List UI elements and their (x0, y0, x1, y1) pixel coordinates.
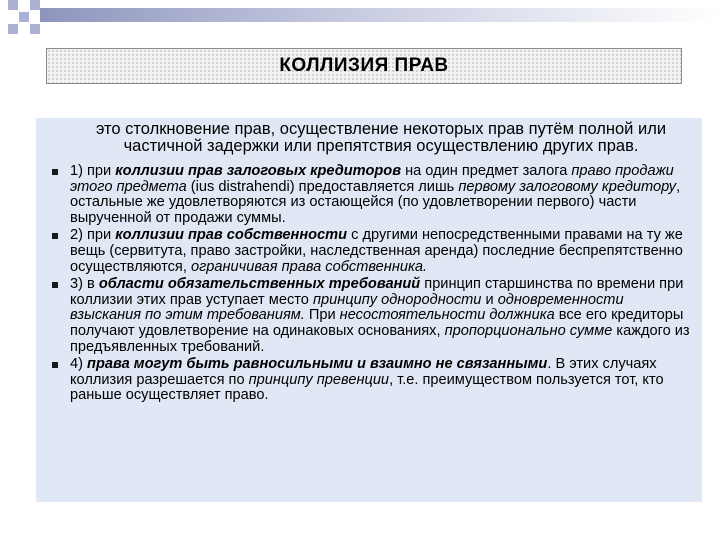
list-item-text: ограничивая права собственника. (190, 258, 428, 275)
square-bullet-icon (52, 233, 58, 239)
list-item-text: все его кредиторы получают удовлетворение на одинаковых основаниях, (70, 307, 684, 339)
list-item-text: 1) при (70, 163, 116, 179)
square-bullet-icon (52, 282, 58, 288)
list-item-text: 4) (70, 356, 88, 373)
content-panel (36, 118, 702, 502)
list-item-text: коллизии прав собственности (115, 227, 348, 244)
list-item-text: принципу однородности (312, 291, 482, 308)
bullet-list (52, 164, 692, 404)
list-item-text: каждого из предъявленных требований. (70, 322, 690, 355)
square-bullet-icon (52, 169, 58, 175)
square-bullet-icon (52, 362, 58, 368)
list-item-text: принцип старшинства по времени при коллизии этих прав уступает место (70, 276, 684, 308)
list-item-text: коллизии прав залоговых кредиторов (115, 163, 402, 179)
list-item (52, 277, 692, 355)
list-item-text: При (304, 307, 340, 324)
list-item-text: пропорционально сумме (444, 322, 613, 339)
list-item-text: , т.е. преимуществом пользуется тот, кто раньше осуществляет право. (70, 371, 664, 404)
list-item-text: 2) при (70, 227, 116, 244)
list-item (52, 228, 692, 275)
list-item-text: с другими непосредственными правами на ту же вещь (сервитута, право застройки, наследственная аренда) последние беспрепятственно осуществляются, (70, 227, 683, 275)
list-item-text: области обязательственных требований (98, 276, 421, 293)
list-item-text: , остальные же удовлетворяются из остающейся (по удовлетворении первого) части вырученной от продажи суммы. (70, 178, 681, 226)
list-item-text: 3) в (70, 276, 99, 293)
list-item-text: права могут быть равносильными и взаимно не связанными (87, 356, 548, 373)
title-box (46, 48, 682, 84)
list-item-text: одновременности взыскания по этим требованиям. (70, 291, 624, 324)
list-item-text: и (481, 291, 498, 308)
list-item-text: несостоятельности должника (339, 307, 555, 324)
definition-text: это столкновение прав, осуществление некоторых прав путём полной или частичной задержки или препятствия осуществлению других прав. (95, 120, 667, 155)
list-item-text: . В этих случаях коллизия разрешается по (70, 356, 657, 388)
list-item-text: право продажи этого предмета (70, 163, 674, 195)
header-gradient-bar (40, 8, 720, 22)
list-item-text: первому залоговому кредитору (458, 178, 677, 195)
list-item-text: принципу превенции (248, 371, 390, 388)
list-item-text: (ius distrahendi) предоставляется лишь (186, 178, 459, 195)
list-item-text: на один предмет залога (401, 163, 572, 179)
list-item (52, 357, 692, 404)
page-title: КОЛЛИЗИЯ ПРАВ (279, 55, 449, 76)
list-item (52, 164, 692, 226)
